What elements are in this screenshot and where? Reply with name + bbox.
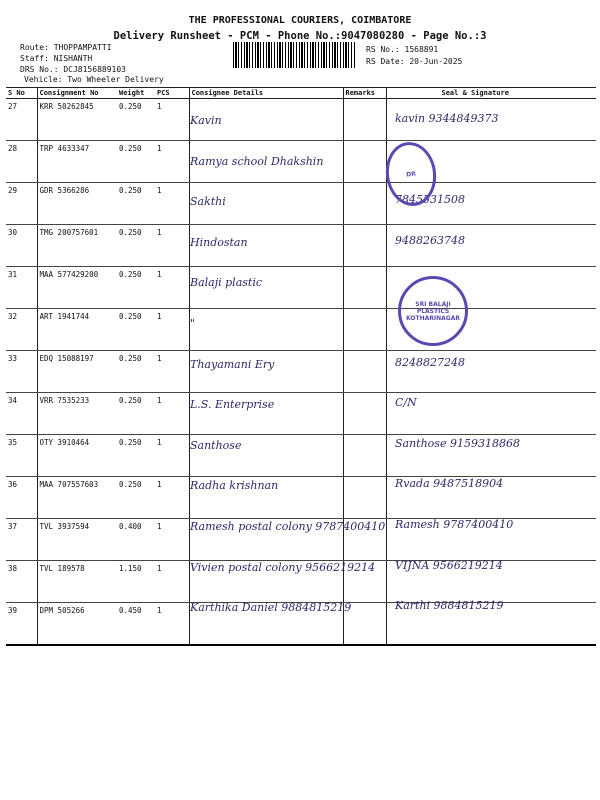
row-remarks [343,99,386,141]
row-remarks [343,267,386,309]
row-pcs: 1 [155,393,189,435]
row-remarks [343,309,386,351]
consignee-handwriting: Karthika Daniel 9884815219 [190,601,352,615]
table-header [6,88,596,99]
row-consignment: EDQ 15088197 [37,351,117,393]
row-remarks [343,477,386,519]
consignee-handwriting: Thayamani Ery [190,357,275,371]
signature-handwriting: 8248827248 [395,355,465,369]
row-weight: 0.250 [117,225,155,267]
balaji-plastics-stamp: SRI BALAJI PLASTICS KOTHARINAGAR [398,276,468,346]
col-weight: Weight [117,88,155,99]
row-sno: 35 [6,435,37,477]
row-pcs: 1 [155,183,189,225]
row-pcs: 1 [155,603,189,646]
page-subtitle: Delivery Runsheet - PCM - Phone No.:9047080280 - Page No.:3 [113,30,487,42]
row-weight: 0.250 [117,141,155,183]
row-consignment: GDR 5366286 [37,183,117,225]
row-consignment: KRR 50262845 [37,99,117,141]
row-sign [386,393,596,435]
row-weight: 0.250 [117,351,155,393]
consignee-handwriting: Ramya school Dhakshin [190,154,324,168]
barcode [233,42,355,68]
row-consignment: OTY 3910464 [37,435,117,477]
delivery-stamp: DR [382,139,440,209]
row-weight: 0.250 [117,435,155,477]
col-consignee: Consignee Details [189,88,343,99]
page-title: THE PROFESSIONAL COURIERS, COIMBATORE [188,15,412,26]
row-sno: 32 [6,309,37,351]
consignee-handwriting: Hindostan [190,235,248,249]
signature-handwriting: C/N [395,396,417,410]
row-consignment: VRR 7535233 [37,393,117,435]
row-weight: 0.250 [117,183,155,225]
signature-handwriting: Santhose 9159318868 [395,436,520,450]
signature-handwriting: Rvada 9487518904 [395,477,504,491]
row-pcs: 1 [155,435,189,477]
rs-date: RS Date: 20-Jun-2025 [366,57,463,66]
row-weight: 0.250 [117,99,155,141]
row-pcs: 1 [155,519,189,561]
row-sno: 27 [6,99,37,141]
row-remarks [343,183,386,225]
staff-label: Staff: NISHANTH [20,54,93,63]
row-consignment: TMG 200757601 [37,225,117,267]
row-pcs: 1 [155,351,189,393]
row-remarks [343,393,386,435]
row-sno: 38 [6,561,37,603]
row-remarks [343,435,386,477]
row-pcs: 1 [155,141,189,183]
row-sno: 30 [6,225,37,267]
row-pcs: 1 [155,309,189,351]
row-sno: 29 [6,183,37,225]
signature-handwriting: kavin 9344849373 [395,112,499,125]
consignee-handwriting: " [190,317,196,330]
row-pcs: 1 [155,267,189,309]
consignee-handwriting: Santhose [190,438,242,452]
table-row [6,477,596,519]
row-sno: 34 [6,393,37,435]
table-row [6,267,596,309]
row-weight: 0.250 [117,309,155,351]
row-consignment: TVL 3937594 [37,519,117,561]
consignee-handwriting: L.S. Enterprise [190,398,275,412]
row-consignee [189,309,343,351]
signature-handwriting: 9488263748 [395,233,465,247]
row-weight: 0.250 [117,477,155,519]
row-consignment: ART 1941744 [37,309,117,351]
signature-handwriting: VIJNA 9566219214 [395,558,503,572]
col-consignment: Consignment No [37,88,117,99]
row-pcs: 1 [155,99,189,141]
row-remarks [343,351,386,393]
drs-label: DRS No.: DCJ8156889103 [20,65,126,74]
consignee-handwriting: Radha krishnan [190,479,279,493]
vehicle-label: Vehicle: Two Wheeler Delivery [24,75,164,84]
row-pcs: 1 [155,561,189,603]
signature-handwriting: Karthi 9884815219 [395,599,504,613]
row-weight: 0.250 [117,267,155,309]
signature-handwriting: Ramesh 9787400410 [395,518,514,531]
col-pcs: PCS [155,88,189,99]
row-sno: 33 [6,351,37,393]
row-pcs: 1 [155,477,189,519]
rs-number: RS No.: 1568891 [366,45,439,54]
row-consignment: MAA 707557603 [37,477,117,519]
row-consignment: TVL 189578 [37,561,117,603]
consignee-handwriting: Kavin [190,114,222,127]
row-consignment: TRP 4633347 [37,141,117,183]
row-weight: 1.150 [117,561,155,603]
signature-handwriting: 7845531508 [395,193,465,207]
row-weight: 0.450 [117,603,155,646]
table-row [6,225,596,267]
col-sign: Seal & Signature [386,88,596,99]
row-pcs: 1 [155,225,189,267]
route-label: Route: THOPPAMPATTI [20,43,112,52]
row-consignment: MAA 577429200 [37,267,117,309]
row-sno: 37 [6,519,37,561]
col-sno: S No [6,88,37,99]
table-row [6,351,596,393]
row-weight: 0.250 [117,393,155,435]
row-remarks [343,225,386,267]
consignee-handwriting: Ramesh postal colony 9787400410 [190,520,386,533]
row-sno: 28 [6,141,37,183]
row-remarks [343,141,386,183]
row-sno: 36 [6,477,37,519]
consignee-handwriting: Balaji plastic [190,276,263,290]
col-remarks: Remarks [343,88,386,99]
row-sno: 39 [6,603,37,646]
consignee-handwriting: Vivien postal colony 9566219214 [190,560,376,574]
table-row [6,99,596,141]
table-row [6,393,596,435]
consignee-handwriting: Sakthi [190,195,226,209]
table-row [6,309,596,351]
row-sno: 31 [6,267,37,309]
row-weight: 0.400 [117,519,155,561]
table-row [6,183,596,225]
row-consignment: DPM 505266 [37,603,117,646]
